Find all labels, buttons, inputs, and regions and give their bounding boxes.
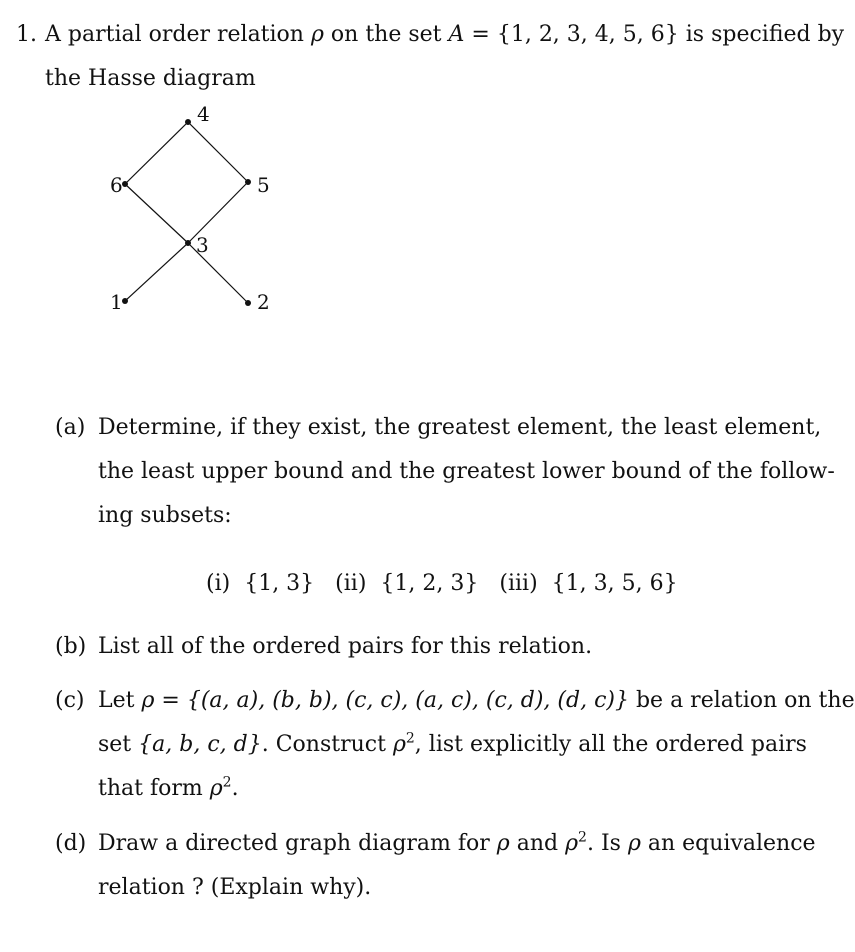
part-d-label: (d) xyxy=(55,831,87,856)
hasse-node-2 xyxy=(245,300,251,306)
part-d-line2: relation ? (Explain why). xyxy=(98,875,372,900)
part-c-line1: Let ρ = {(a, a), (b, b), (c, c), (a, c), (c, d), (d, c)} be a relation on the xyxy=(98,688,855,713)
hasse-label-3: 3 xyxy=(196,233,209,257)
part-d-line1: Draw a directed graph diagram for ρ and $\rho^2$. Is ρ an equivalence xyxy=(98,829,816,856)
part-c-label: (c) xyxy=(55,688,85,713)
part-c-line2: set {a, b, c, d}. Construct $\rho^2$, list explicitly all the ordered pairs xyxy=(98,730,807,757)
subset-iii-label: (iii) xyxy=(499,571,538,596)
hasse-node-6 xyxy=(122,181,128,187)
hasse-node-1 xyxy=(122,298,128,304)
problem-intro-line1: A partial order relation ρ on the set A = {1, 2, 3, 4, 5, 6} is specified by xyxy=(45,22,845,47)
subset-i-label: (i) xyxy=(206,571,231,596)
part-a-label: (a) xyxy=(55,415,86,440)
subset-iii-set: {1, 3, 5, 6} xyxy=(551,571,678,596)
part-a-line2: the least upper bound and the greatest lower bound of the follow- xyxy=(98,459,835,484)
hasse-node-4 xyxy=(185,119,191,125)
hasse-label-1: 1 xyxy=(110,290,123,314)
problem-number: 1. xyxy=(16,22,37,47)
part-a-line1: Determine, if they exist, the greatest element, the least element, xyxy=(98,415,822,440)
hasse-label-2: 2 xyxy=(257,290,270,314)
hasse-edge-6-4 xyxy=(125,122,188,184)
hasse-node-3 xyxy=(185,240,191,246)
hasse-label-4: 4 xyxy=(197,102,210,126)
hasse-diagram xyxy=(100,98,300,318)
hasse-label-6: 6 xyxy=(110,173,123,197)
part-c-line3: that form $\rho^2$. xyxy=(98,774,239,801)
hasse-edge-1-3 xyxy=(125,243,188,301)
part-b-label: (b) xyxy=(55,634,87,659)
subset-i-set: {1, 3} xyxy=(244,571,315,596)
part-b-line1: List all of the ordered pairs for this relation. xyxy=(98,634,593,659)
problem-intro-line2: the Hasse diagram xyxy=(45,66,256,91)
part-a-line3: ing subsets: xyxy=(98,503,232,528)
hasse-label-5: 5 xyxy=(257,173,270,197)
subset-ii-label: (ii) xyxy=(335,571,367,596)
hasse-edge-5-4 xyxy=(188,122,248,182)
subset-ii-set: {1, 2, 3} xyxy=(380,571,479,596)
hasse-edge-3-6 xyxy=(125,184,188,243)
hasse-node-5 xyxy=(245,179,251,185)
subsets-row xyxy=(206,571,678,596)
